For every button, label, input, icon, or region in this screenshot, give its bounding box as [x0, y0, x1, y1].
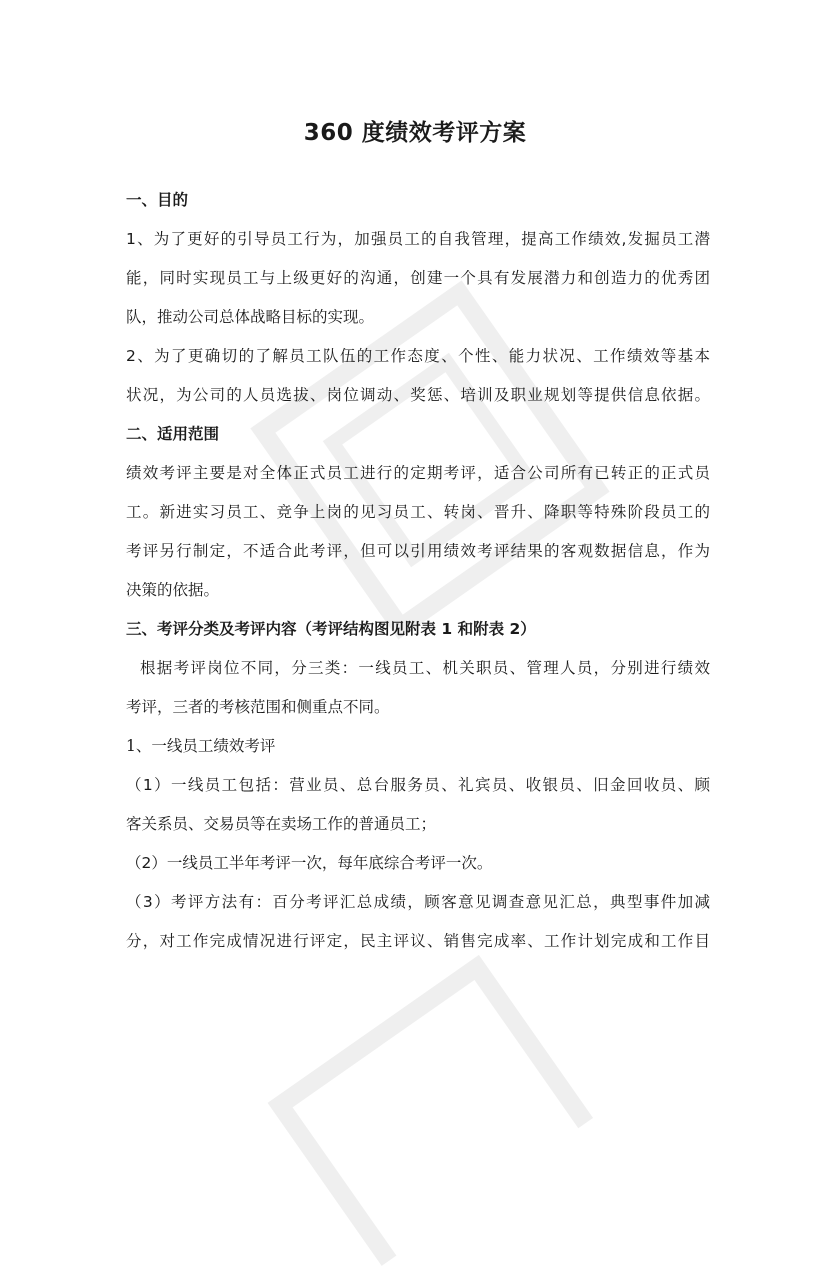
paragraph-line: 客关系员、交易员等在卖场工作的普通员工； [126, 815, 437, 833]
paragraph-line: 决策的依据。 [126, 581, 220, 599]
section-heading-scope: 二、适用范围 [126, 425, 220, 443]
paragraph-line: 状况，为公司的人员选拔、岗位调动、奖惩、培训及职业规划等提供信息依据。 [126, 386, 710, 404]
subheading-line: 1、一线员工绩效考评 [126, 737, 276, 755]
paragraph-line: 考评，三者的考核范围和侧重点不同。 [126, 698, 390, 716]
paragraph-line: （3）考评方法有：百分考评汇总成绩，顾客意见调查意见汇总，典型事件加减 [126, 893, 710, 911]
paragraph-line: 绩效考评主要是对全体正式员工进行的定期考评，适合公司所有已转正的正式员 [126, 464, 710, 482]
paragraph-line: 根据考评岗位不同，分三类：一线员工、机关职员、管理人员，分别进行绩效 [140, 659, 710, 677]
paragraph-line: 考评另行制定，不适合此考评，但可以引用绩效考评结果的客观数据信息，作为 [126, 542, 710, 560]
paragraph-line: 2、为了更确切的了解员工队伍的工作态度、个性、能力状况、工作绩效等基本 [126, 347, 710, 365]
paragraph-line: 分，对工作完成情况进行评定，民主评议、销售完成率、工作计划完成和工作目 [126, 932, 710, 950]
watermark-stamp-icon [266, 954, 594, 1266]
paragraph-line: 1、为了更好的引导员工行为，加强员工的自我管理，提高工作绩效,发掘员工潜 [126, 230, 710, 248]
paragraph-line: 能，同时实现员工与上级更好的沟通，创建一个具有发展潜力和创造力的优秀团 [126, 269, 710, 287]
paragraph-line: （2）一线员工半年考评一次，每年底综合考评一次。 [126, 854, 493, 872]
document-body [126, 186, 710, 966]
paragraph-line: （1）一线员工包括：营业员、总台服务员、礼宾员、收银员、旧金回收员、顾 [126, 776, 710, 794]
paragraph-line: 工。新进实习员工、竞争上岗的见习员工、转岗、晋升、降职等特殊阶段员工的 [126, 503, 710, 521]
page-title: 360 度绩效考评方案 [303, 120, 527, 146]
paragraph-line: 队，推动公司总体战略目标的实现。 [126, 308, 375, 326]
section-heading-classification: 三、考评分类及考评内容（考评结构图见附表 1 和附表 2） [126, 620, 536, 638]
section-heading-purpose: 一、目的 [126, 191, 189, 209]
